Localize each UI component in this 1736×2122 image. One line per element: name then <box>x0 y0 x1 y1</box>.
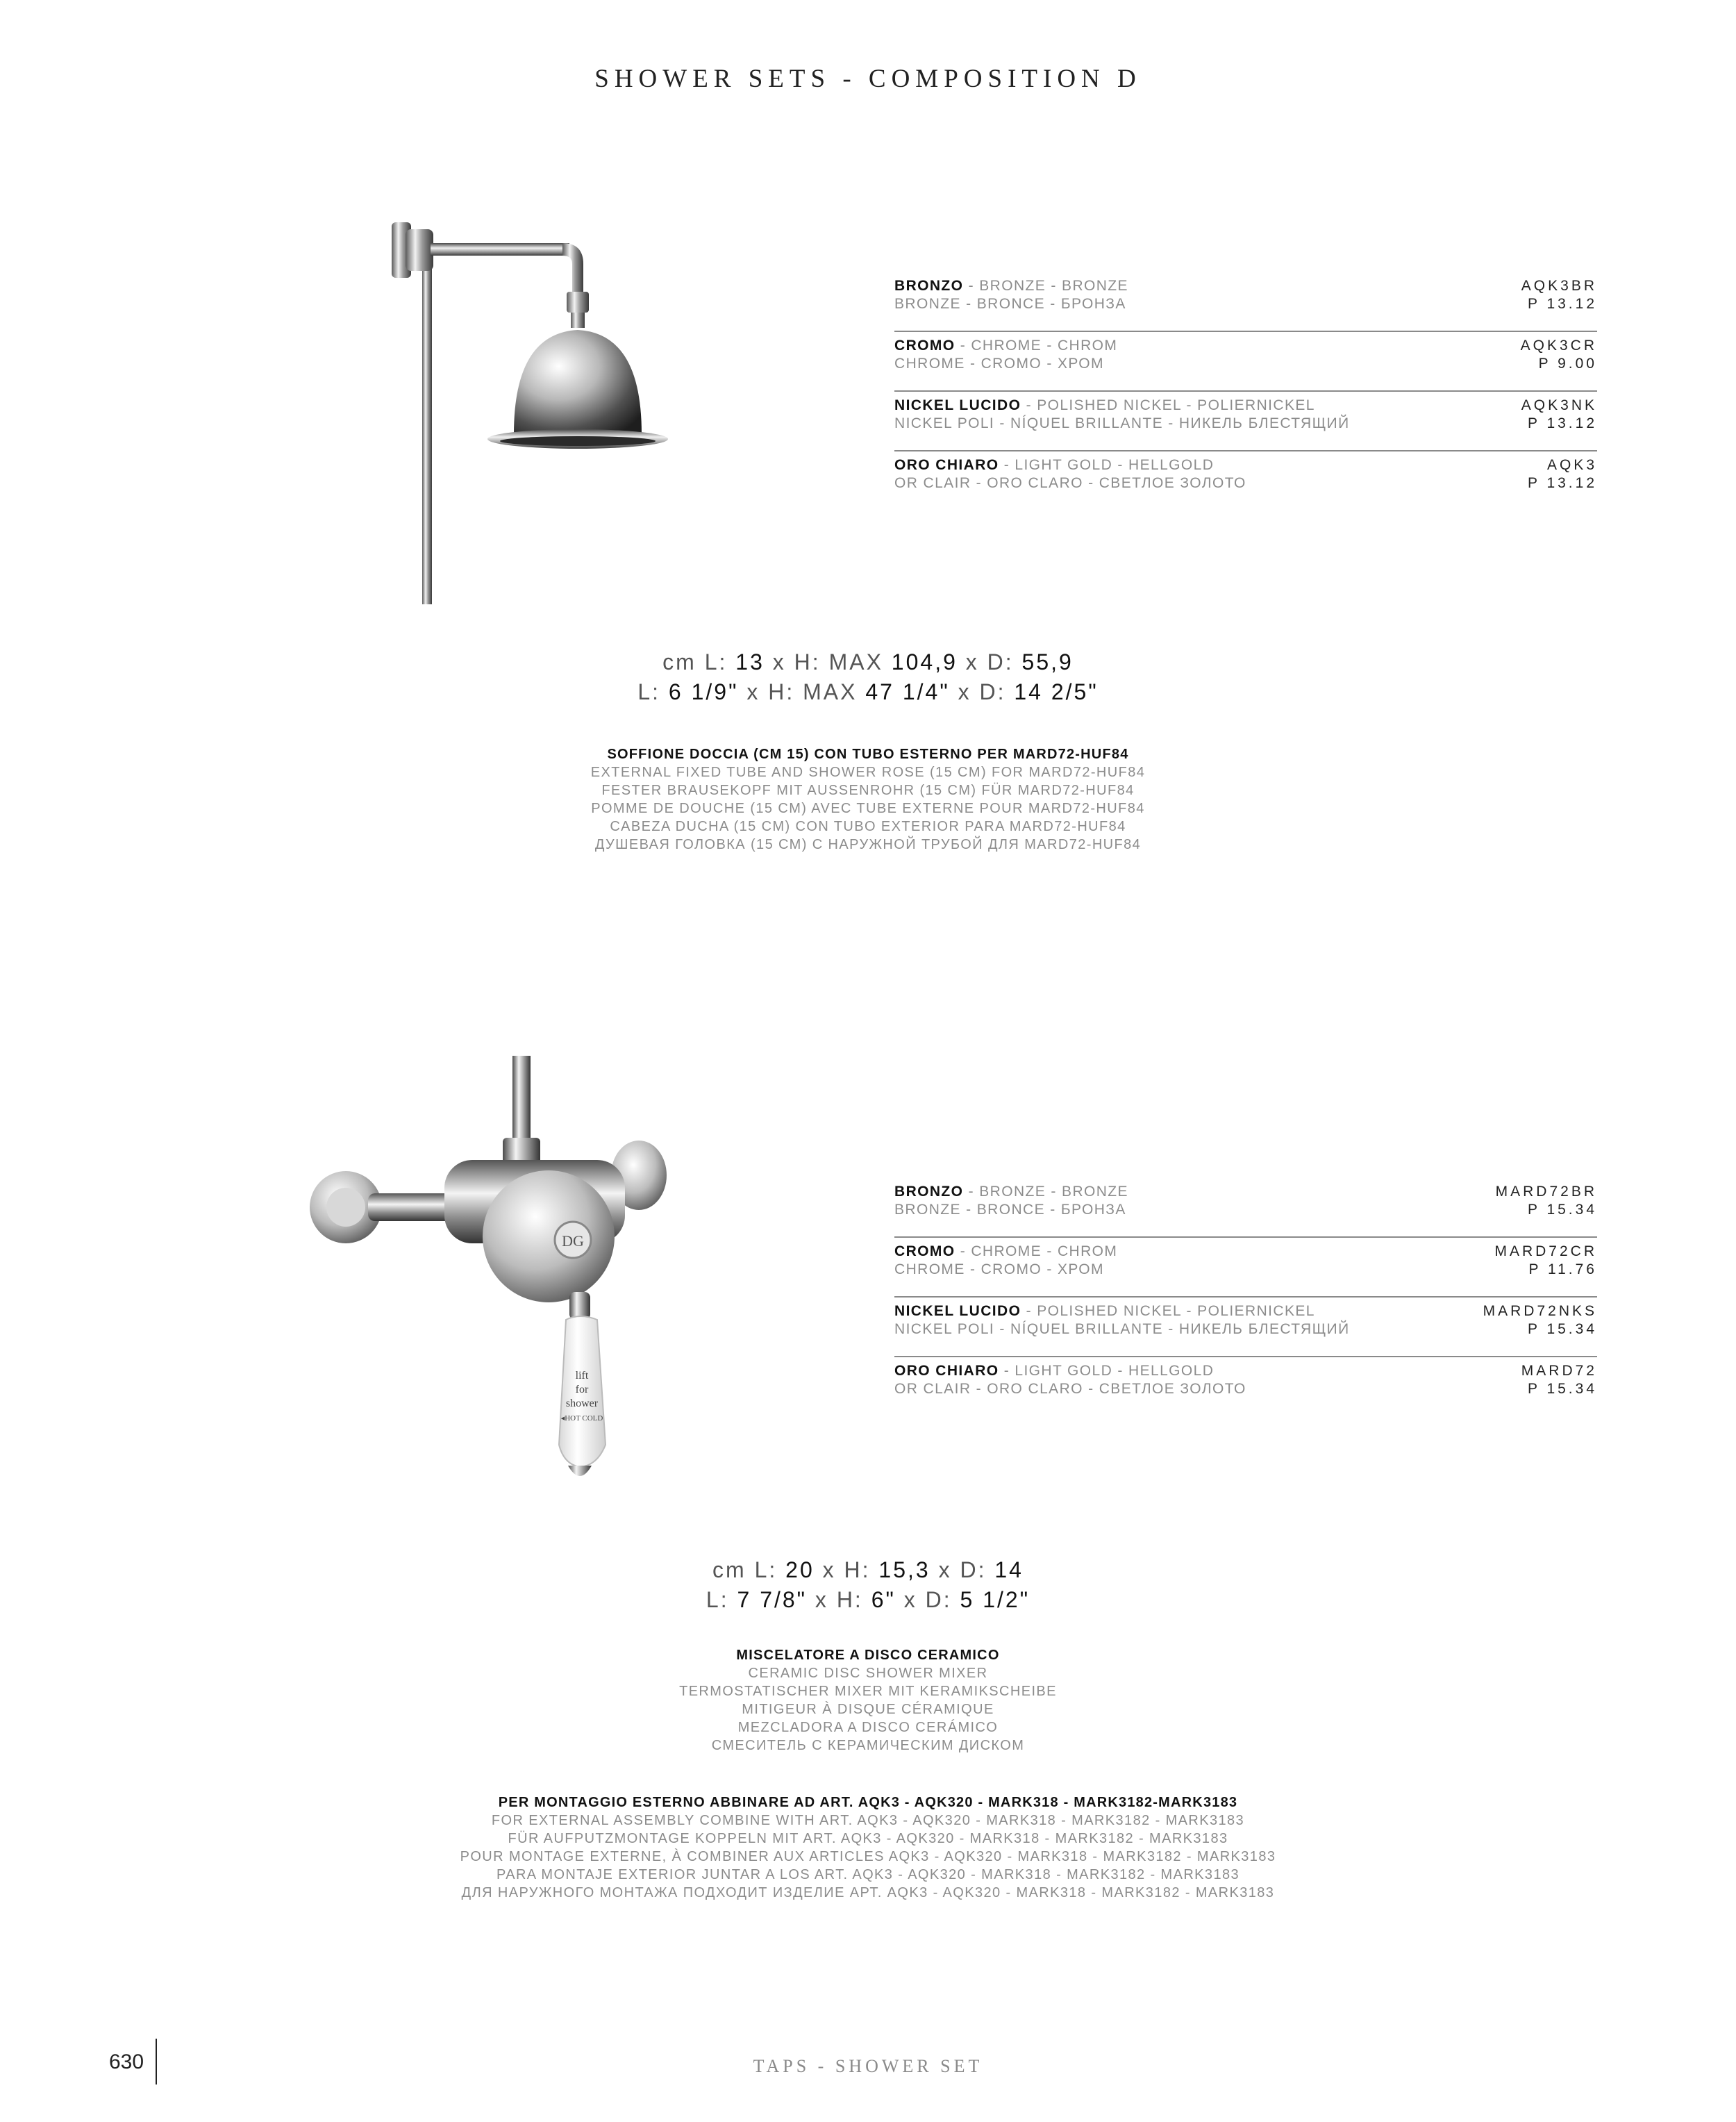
variant-price: P 13.12 <box>1527 296 1597 312</box>
description-line: MITIGEUR À DISQUE CÉRAMIQUE <box>742 1702 994 1717</box>
variant-translation-2: NICKEL POLI - NÍQUEL BRILLANTE - НИКЕЛЬ БЛЕСТЯЩИЙ <box>894 415 1350 431</box>
variant-code: AQK3 <box>1546 457 1597 473</box>
dimensions-inch: L: 6 1/9" x H: MAX 47 1/4" x D: 14 2/5" <box>637 679 1099 704</box>
variant-price: P 15.34 <box>1527 1202 1597 1218</box>
variant-price: P 11.76 <box>1528 1261 1597 1277</box>
variant-row <box>894 1238 1597 1298</box>
description-main: SOFFIONE DOCCIA (CM 15) CON TUBO ESTERNO PER MARD72-HUF84 <box>607 747 1129 762</box>
variant-code: AQK3NK <box>1521 397 1597 413</box>
variant-code: MARD72BR <box>1495 1184 1597 1200</box>
variant-name: ORO CHIARO <box>894 1363 999 1379</box>
variant-translation: - LIGHT GOLD - HELLGOLD <box>999 457 1215 473</box>
description-line: MEZCLADORA A DISCO CERÁMICO <box>737 1720 999 1735</box>
variant-translation-2: OR CLAIR - ORO CLARO - СВЕТЛОЕ ЗОЛОТО <box>894 475 1246 491</box>
variant-code: AQK3BR <box>1521 278 1597 294</box>
svg-text:lift: lift <box>575 1370 589 1382</box>
variant-translation: - CHROME - CHROM <box>955 338 1118 354</box>
variant-name: CROMO <box>894 1243 955 1259</box>
shower-head-icon <box>375 194 708 611</box>
assembly-line: POUR MONTAGE EXTERNE, À COMBINER AUX ARTICLES AQK3 - AQK320 - MARK318 - MARK3182 - MARK3183 <box>460 1849 1276 1864</box>
variant-translation-2: CHROME - CROMO - ХРОМ <box>894 356 1104 372</box>
variant-code: MARD72CR <box>1494 1243 1597 1259</box>
description-line: FESTER BRAUSEKOPF MIT AUSSENROHR (15 CM) FÜR MARD72-HUF84 <box>601 783 1135 798</box>
shower-mixer-icon <box>292 1056 681 1500</box>
variant-name: BRONZO <box>894 1184 964 1200</box>
assembly-line: ДЛЯ НАРУЖНОГО МОНТАЖА ПОДХОДИТ ИЗДЕЛИЕ АРТ. AQK3 - AQK320 - MARK318 - MARK3182 - MARK3183 <box>461 1885 1275 1900</box>
svg-text:for: for <box>575 1384 589 1395</box>
variant-price: P 15.34 <box>1527 1381 1597 1397</box>
assembly-line: FOR EXTERNAL ASSEMBLY COMBINE WITH ART. AQK3 - AQK320 - MARK318 - MARK3182 - MARK3183 <box>491 1813 1245 1828</box>
variant-price: P 9.00 <box>1538 356 1597 372</box>
variant-table-product-1 <box>894 272 1597 511</box>
description-main: MISCELATORE A DISCO CERAMICO <box>736 1648 1000 1663</box>
product-description <box>0 745 1736 854</box>
footer-section-title: TAPS - SHOWER SET <box>753 2056 983 2076</box>
variant-code: MARD72 <box>1521 1363 1597 1379</box>
dimensions-inch: L: 7 7/8" x H: 6" x D: 5 1/2" <box>706 1587 1030 1612</box>
description-line: CERAMIC DISC SHOWER MIXER <box>748 1666 988 1681</box>
variant-price: P 13.12 <box>1527 415 1597 431</box>
variant-row <box>894 451 1597 511</box>
variant-translation-2: OR CLAIR - ORO CLARO - СВЕТЛОЕ ЗОЛОТО <box>894 1381 1246 1397</box>
variant-name: NICKEL LUCIDO <box>894 397 1021 413</box>
product-description <box>0 1646 1736 1755</box>
variant-translation: - LIGHT GOLD - HELLGOLD <box>999 1363 1215 1379</box>
variant-row <box>894 1357 1597 1417</box>
variant-row <box>894 392 1597 451</box>
description-line: EXTERNAL FIXED TUBE AND SHOWER ROSE (15 CM) FOR MARD72-HUF84 <box>590 765 1146 780</box>
assembly-note <box>0 1793 1736 1902</box>
variant-translation-2: BRONZE - BRONCE - БРОНЗА <box>894 1202 1126 1218</box>
description-line: TERMOSTATISCHER MIXER MIT KERAMIKSCHEIBE <box>679 1684 1057 1699</box>
variant-translation-2: CHROME - CROMO - ХРОМ <box>894 1261 1104 1277</box>
variant-name: BRONZO <box>894 278 964 294</box>
variant-code: AQK3CR <box>1520 338 1597 354</box>
variant-translation-2: BRONZE - BRONCE - БРОНЗА <box>894 296 1126 312</box>
dimensions-cm: cm L: 13 x H: MAX 104,9 x D: 55,9 <box>662 649 1074 674</box>
variant-translation: - POLISHED NICKEL - POLIERNICKEL <box>1021 397 1315 413</box>
variant-name: ORO CHIARO <box>894 457 999 473</box>
variant-translation: - CHROME - CHROM <box>955 1243 1118 1259</box>
page-title: SHOWER SETS - COMPOSITION D <box>594 65 1142 93</box>
variant-translation: - BRONZE - BRONZE <box>963 278 1128 294</box>
variant-row <box>894 1178 1597 1238</box>
description-line: CABEZA DUCHA (15 CM) CON TUBO EXTERIOR PARA MARD72-HUF84 <box>610 819 1126 834</box>
variant-row <box>894 272 1597 332</box>
variant-name: NICKEL LUCIDO <box>894 1303 1021 1319</box>
description-line: ДУШЕВАЯ ГОЛОВКА (15 СМ) С НАРУЖНОЙ ТРУБОЙ ДЛЯ MARD72-HUF84 <box>594 837 1142 852</box>
variant-code: MARD72NKS <box>1483 1303 1597 1319</box>
variant-row <box>894 1298 1597 1357</box>
variant-translation: - POLISHED NICKEL - POLIERNICKEL <box>1021 1303 1315 1319</box>
variant-price: P 13.12 <box>1527 475 1597 491</box>
page-number: 630 <box>109 2050 144 2073</box>
variant-price: P 15.34 <box>1527 1321 1597 1337</box>
dimensions-cm: cm L: 20 x H: 15,3 x D: 14 <box>712 1557 1024 1582</box>
assembly-line: FÜR AUFPUTZMONTAGE KOPPELN MIT ART. AQK3 - AQK320 - MARK318 - MARK3182 - MARK3183 <box>508 1831 1228 1846</box>
variant-translation: - BRONZE - BRONZE <box>963 1184 1128 1200</box>
variant-translation-2: NICKEL POLI - NÍQUEL BRILLANTE - НИКЕЛЬ БЛЕСТЯЩИЙ <box>894 1321 1350 1337</box>
variant-table-product-2 <box>894 1178 1597 1417</box>
description-line: СМЕСИТЕЛЬ С КЕРАМИЧЕСКИМ ДИСКОМ <box>711 1738 1025 1753</box>
variant-row <box>894 332 1597 392</box>
description-line: POMME DE DOUCHE (15 CM) AVEC TUBE EXTERNE POUR MARD72-HUF84 <box>591 801 1145 816</box>
svg-text:◂HOT COLD: ◂HOT COLD <box>560 1414 603 1423</box>
svg-text:shower: shower <box>565 1398 599 1409</box>
svg-text:DG: DG <box>562 1232 584 1250</box>
variant-name: CROMO <box>894 338 955 354</box>
assembly-main: PER MONTAGGIO ESTERNO ABBINARE AD ART. AQK3 - AQK320 - MARK318 - MARK3182-MARK3183 <box>498 1795 1238 1810</box>
assembly-line: PARA MONTAJE EXTERIOR JUNTAR A LOS ART. AQK3 - AQK320 - MARK318 - MARK3182 - MARK3183 <box>496 1867 1240 1882</box>
